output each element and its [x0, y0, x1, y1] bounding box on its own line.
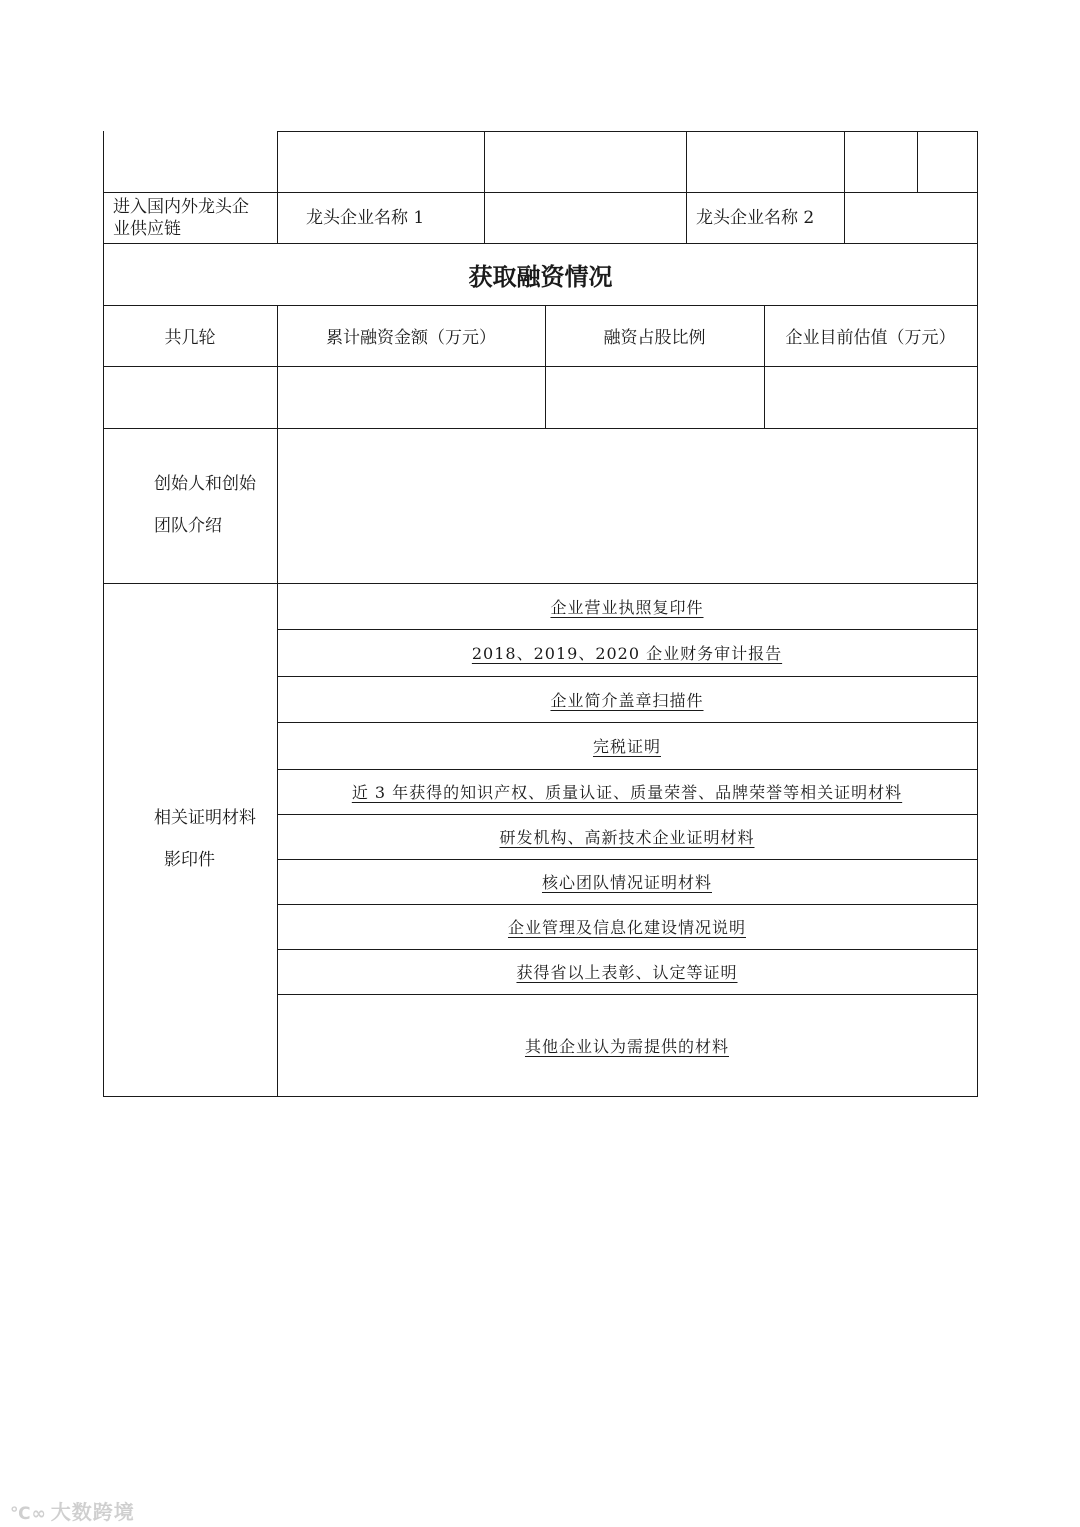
founder-intro-cell[interactable]: [278, 429, 977, 583]
total-amount-cell[interactable]: [278, 367, 545, 428]
rounds-cell[interactable]: [104, 367, 277, 428]
material-item[interactable]: 完税证明: [592, 737, 661, 756]
material-item[interactable]: 企业简介盖章扫描件: [550, 690, 704, 710]
valuation-cell[interactable]: [765, 367, 977, 428]
founder-label-line1: 创始人和创始: [154, 474, 256, 494]
material-item[interactable]: 2018、2019、2020 企业财务审计报告: [471, 644, 783, 663]
material-item[interactable]: 获得省以上表彰、认定等证明: [516, 963, 738, 982]
materials-label-line2: 影印件: [164, 850, 215, 870]
material-item[interactable]: 核心团队情况证明材料: [541, 873, 712, 892]
watermark-text: 大数跨境: [50, 1500, 135, 1524]
material-item[interactable]: 近 3 年获得的知识产权、质量认证、质量荣誉、品牌荣誉等相关证明材料: [351, 783, 903, 802]
financing-title: 获取融资情况: [468, 262, 613, 291]
material-item[interactable]: 企业管理及信息化建设情况说明: [507, 918, 746, 937]
supply-chain-label: 进入国内外龙头企业供应链: [113, 197, 249, 239]
header-valuation: 企业目前估值（万元）: [785, 328, 956, 348]
company-1-label: 龙头企业名称 1: [306, 208, 425, 228]
materials-label-line1: 相关证明材料: [154, 808, 256, 828]
watermark-logo-icon: ℃∞: [10, 1504, 47, 1524]
equity-ratio-cell[interactable]: [546, 367, 764, 428]
material-item[interactable]: 其他企业认为需提供的材料: [524, 1036, 729, 1056]
header-equity-ratio: 融资占股比例: [603, 328, 706, 348]
watermark: [10, 1496, 135, 1525]
company-2-label: 龙头企业名称 2: [696, 208, 815, 228]
header-rounds: 共几轮: [164, 328, 216, 348]
material-item[interactable]: 研发机构、高新技术企业证明材料: [499, 828, 755, 847]
header-total-amount: 累计融资金额（万元）: [326, 328, 496, 348]
material-item[interactable]: 企业营业执照复印件: [550, 597, 704, 617]
founder-label-line2: 团队介绍: [154, 516, 222, 536]
